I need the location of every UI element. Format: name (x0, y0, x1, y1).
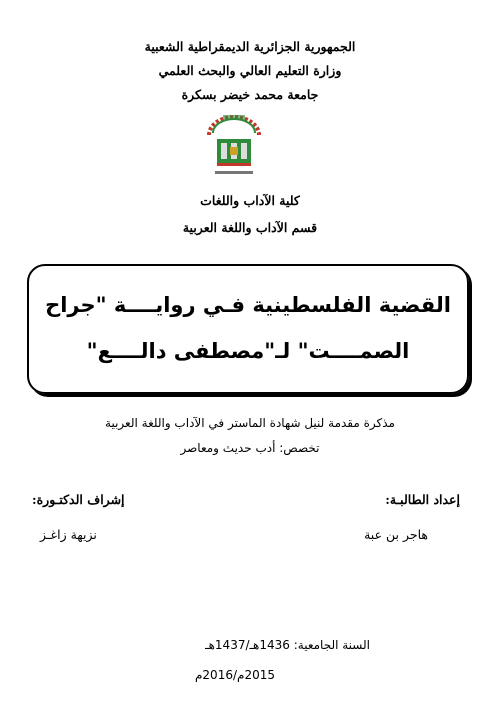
supervisor-label: إشراف الدكتـورة: (32, 492, 125, 507)
memo-specialty: تخصص: أدب حديث ومعاصر (180, 441, 320, 455)
university-heading: جامعة محمد خيضر بسكرة (181, 87, 319, 102)
student-label: إعداد الطالبـة: (385, 492, 460, 507)
department-name: قسم الآداب واللغة العربية (182, 220, 318, 235)
title-line-2: الصمــــت" لـ"مصطفى دالــــع" (86, 339, 410, 363)
supervisor-name: نزيهة زاغـز (40, 527, 97, 542)
student-name: هاجر بن عبة (364, 527, 428, 542)
gregorian-year: 2015م/2016م (194, 668, 275, 682)
hijri-year: السنة الجامعية: 1436هـ/1437هـ (205, 638, 370, 652)
memo-description: مذكرة مقدمة لنيل شهادة الماستر في الآداب واللغة العربية (105, 416, 395, 430)
ministry-heading: وزارة التعليم العالي والبحث العلمي (158, 63, 342, 78)
title-line-1: القضية الفلسطينية فـي روايــــة "جراح (45, 293, 451, 317)
faculty-name: كلية الآداب واللغات (200, 193, 300, 208)
title-box (27, 264, 469, 394)
republic-heading: الجمهورية الجزائرية الديمقراطية الشعبية (144, 39, 356, 54)
university-emblem-icon (203, 113, 265, 181)
